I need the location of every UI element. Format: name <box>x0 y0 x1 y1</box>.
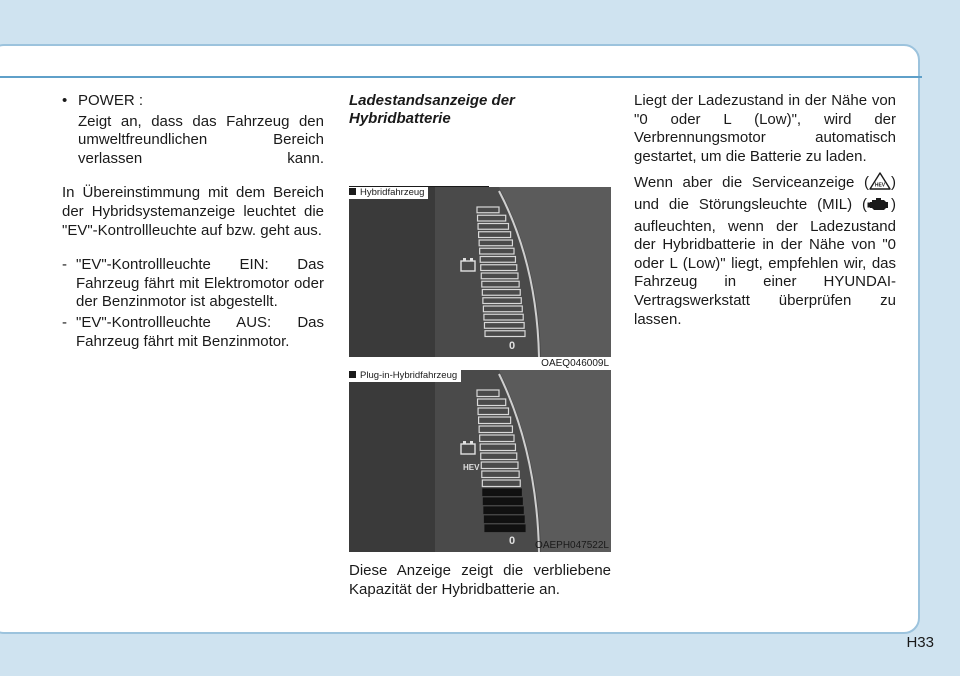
dash-item-text: "EV"-Kontrollleuchte EIN: Das Fahrzeug fährt mit Elektromotor oder der Benzinmotor ist abgestellt. <box>76 256 324 311</box>
dash-mark: - <box>62 313 67 331</box>
bullet-label: POWER : <box>78 92 144 109</box>
paragraph-service-text: ) aufleuchten, wenn der Ladezustand der Hybridbatterie in der Nähe von "0 oder L (Low)" liegt, empfehlen wir, das Fahrzeug in einer HYUNDAI-Vertragswerkstatt überprüfen zu lassen. <box>634 195 896 328</box>
gauge-segment <box>484 507 523 514</box>
gauge-left-area <box>349 370 435 552</box>
figure-code: OAEQ046009L <box>541 358 609 369</box>
column-middle <box>349 92 611 615</box>
figure-label-text: Hybridfahrzeug <box>360 187 425 198</box>
battery-terminal <box>470 441 473 444</box>
figure-label <box>349 370 461 382</box>
page-number: H33 <box>906 634 934 651</box>
figure-label-text: Plug-in-Hybridfahrzeug <box>360 370 458 381</box>
battery-terminal <box>463 441 466 444</box>
bullet-dot: • <box>62 92 68 109</box>
gauge-left-area <box>349 187 435 357</box>
figure-group <box>349 138 611 551</box>
figure-caption: Diese Anzeige zeigt die verbliebene Kapazität der Hybridbatterie an. <box>349 562 611 598</box>
column-left <box>62 92 324 353</box>
paragraph-service <box>634 172 896 329</box>
section-heading: Ladestandsanzeige der Hybridbatterie <box>349 92 515 127</box>
paragraph-service-text: ) und die Störungsleuchte (MIL) ( <box>634 174 896 213</box>
column-right <box>634 92 896 345</box>
gauge-zero-label: 0 <box>509 535 516 547</box>
figure-label <box>349 187 428 199</box>
gauge-segment <box>484 516 524 523</box>
gauge-hev-label: HEV <box>463 463 480 472</box>
gauge-segment <box>485 525 525 532</box>
gauge-panel-plugin <box>349 370 611 552</box>
square-marker <box>349 188 356 195</box>
gauge-segment <box>483 498 522 505</box>
battery-terminal <box>470 258 473 261</box>
bullet-text: Zeigt an, dass das Fahrzeug den umweltfreundlichen Bereich verlassen kann. <box>78 112 324 167</box>
dash-item <box>62 256 324 312</box>
paragraph-service-text: Wenn aber die Serviceanzeige ( <box>634 174 869 192</box>
service-warning-icon <box>869 172 891 196</box>
figure-code: OAEPH047522L <box>535 540 609 551</box>
gauge-zero-label: 0 <box>509 340 516 352</box>
gauge-segment <box>483 489 521 496</box>
gauge-panel-hybrid <box>349 187 611 357</box>
header-rule <box>0 76 922 78</box>
dash-item-text: "EV"-Kontrollleuchte AUS: Das Fahrzeug fährt mit Benzinmotor. <box>76 313 324 350</box>
bullet-power <box>62 92 324 111</box>
paragraph-ev: In Übereinstimmung mit dem Bereich der Hybridsystemanzeige leuchtet die "EV"-Kontrollleuchte auf bzw. geht aus. <box>62 184 324 239</box>
svg-text:HEV: HEV <box>874 182 886 189</box>
paragraph-low-charge: Liegt der Ladezustand in der Nähe von "0 oder L (Low)", wird der Verbrennungsmotor automatisch gestartet, um die Batterie zu laden. <box>634 92 896 165</box>
square-marker <box>349 371 356 378</box>
battery-gauge-plugin <box>349 370 611 552</box>
dash-item <box>62 314 324 351</box>
battery-gauge-hybrid <box>349 187 611 357</box>
battery-terminal <box>463 258 466 261</box>
dash-mark: - <box>62 256 67 274</box>
engine-check-icon <box>867 196 891 218</box>
